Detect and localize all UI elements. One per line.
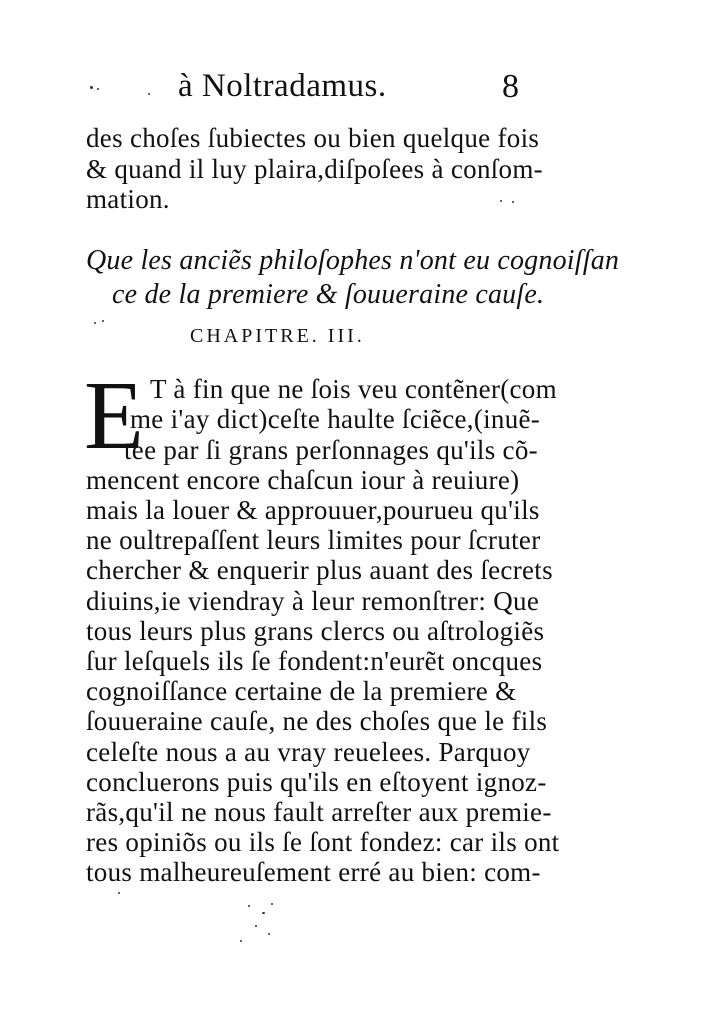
text-line: des choſes ſubiectes ou bien quelque fois [86, 123, 540, 153]
scan-speck [262, 912, 265, 914]
scan-speck [102, 320, 104, 322]
scan-speck [90, 86, 93, 89]
text-line: ne oultrepaſſent leurs limites pour ſcruter [86, 525, 541, 555]
text-line: tous leurs plus grans clercs ou aſtrologiẽs [86, 616, 545, 646]
scan-speck [118, 892, 120, 894]
text-line: ſouueraine cauſe, ne des choſes que le fils [86, 706, 548, 736]
text-line: rãs,qu'il ne nous fault arreſter aux premie- [86, 797, 552, 827]
page-number: 8 [502, 68, 519, 105]
scan-speck [255, 925, 257, 927]
text-line: tous malheureuſement erré au bien: com- [86, 857, 541, 887]
scan-speck [500, 200, 502, 202]
chapter-heading: CHAPITRE. III. [190, 325, 365, 347]
section-title-line: Que les anciẽs philoſophes n'ont eu cognoiſſan [86, 245, 620, 276]
text-line: concluerons puis qu'ils en eſtoyent ignoz- [86, 767, 547, 797]
text-line: cognoiſſance certaine de la premiere & [86, 676, 517, 706]
text-line: me i'ay dict)ceſte haulte ſciẽce,(inuẽ- [130, 404, 541, 434]
text-line: tee par ſi grans perſonnages qu'ils cõ- [124, 435, 538, 465]
text-line: T à fin que ne ſois veu contẽner(com [150, 374, 557, 404]
text-line: mation. [86, 184, 170, 214]
text-line: chercher & enquerir plus auant des ſecrets [86, 555, 553, 585]
scan-speck [248, 905, 250, 907]
scan-speck [271, 903, 273, 905]
scan-speck [240, 940, 242, 942]
section-title-line: ce de la premiere & ſouueraine cauſe. [112, 279, 545, 310]
text-line: celeſte nous a au vray reuelees. Parquoy [86, 737, 531, 767]
text-line: mencent encore chaſcun iour à reuiure) [86, 465, 520, 495]
text-line: ſur leſquels ils ſe fondent:n'eurẽt oncques [86, 646, 543, 676]
text-line: diuins,ie viendray à leur remonſtrer: Que [86, 586, 540, 616]
scan-speck [94, 322, 96, 324]
scan-speck [512, 201, 514, 203]
scan-speck [268, 933, 270, 935]
running-header-title: à Noltradamus. [178, 68, 387, 104]
text-line: res opiniõs ou ils ſe ſont fondez: car ils ont [86, 827, 560, 857]
scan-speck [97, 88, 99, 90]
drop-cap: E [84, 362, 144, 470]
text-line: mais la louer & approuuer,pourueu qu'ils [86, 495, 540, 525]
scan-speck [148, 93, 150, 95]
text-line: & quand il luy plaira,diſpoſees à conſom- [86, 154, 543, 184]
